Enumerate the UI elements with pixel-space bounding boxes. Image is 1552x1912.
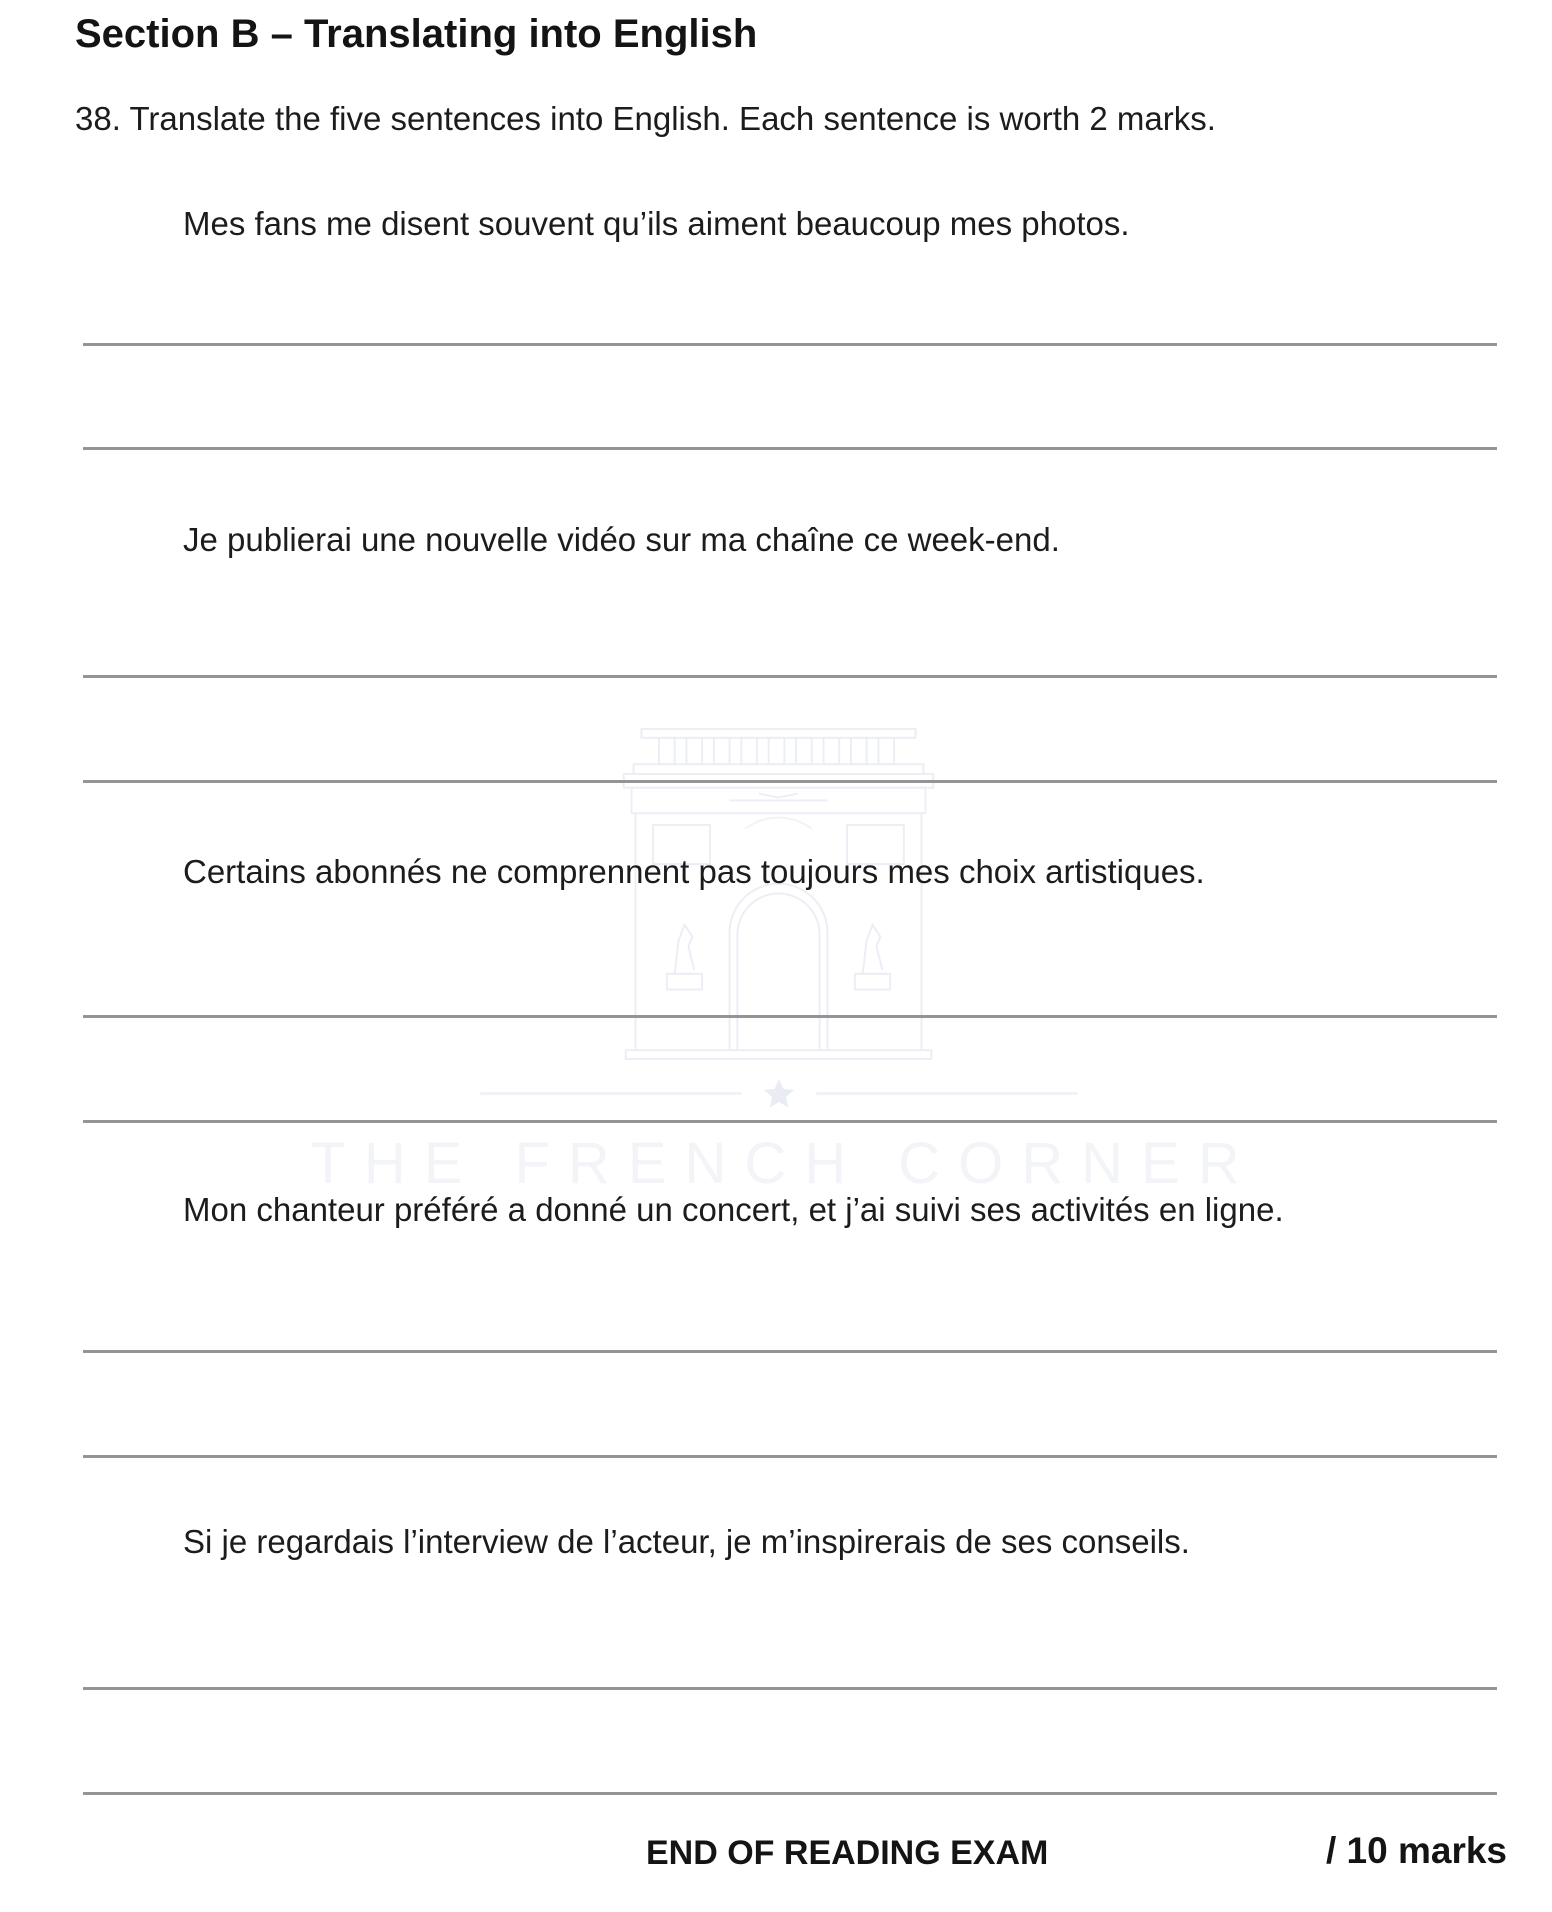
- question-instruction: 38. Translate the five sentences into English. Each sentence is worth 2 marks.: [75, 100, 1216, 137]
- answer-line: [83, 343, 1497, 346]
- french-sentence-1: Mes fans me disent souvent qu’ils aiment beaucoup mes photos.: [183, 205, 1130, 242]
- french-sentence-3: Certains abonnés ne comprennent pas toujours mes choix artistiques.: [183, 853, 1205, 890]
- answer-line: [83, 1455, 1497, 1458]
- french-sentence-4: Mon chanteur préféré a donné un concert, et j’ai suivi ses activités en ligne.: [183, 1191, 1284, 1228]
- watermark-brand-text: THE FRENCH CORNER: [310, 1131, 1258, 1196]
- section-title: Section B – Translating into English: [75, 12, 758, 56]
- french-sentence-2: Je publierai une nouvelle vidéo sur ma chaîne ce week-end.: [183, 521, 1060, 558]
- end-of-exam-label: END OF READING EXAM: [646, 1834, 1049, 1872]
- answer-line: [83, 1350, 1497, 1353]
- answer-line: [83, 780, 1497, 783]
- answer-line: [83, 675, 1497, 678]
- answer-line: [83, 1792, 1497, 1795]
- total-marks-label: / 10 marks: [1325, 1830, 1507, 1871]
- answer-line: [83, 1120, 1497, 1123]
- answer-line: [83, 1687, 1497, 1690]
- french-sentence-5: Si je regardais l’interview de l’acteur, je m’inspirerais de ses conseils.: [183, 1523, 1190, 1560]
- answer-line: [83, 1015, 1497, 1018]
- answer-line: [83, 447, 1497, 450]
